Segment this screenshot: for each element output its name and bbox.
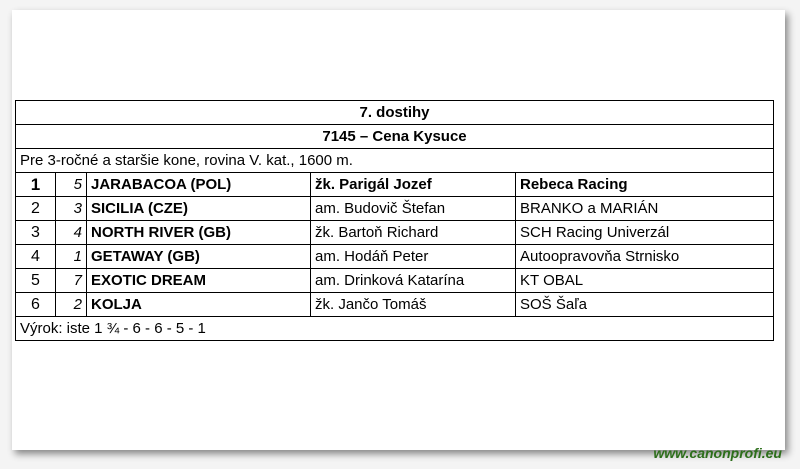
horse-name: KOLJA [87,293,311,317]
horse-name: GETAWAY (GB) [87,245,311,269]
owner-name: Autoopravovňa Strnisko [516,245,774,269]
position: 1 [16,173,56,197]
race-name: 7145 – Cena Kysuce [16,125,774,149]
verdict-row [16,317,774,341]
jockey-name: am. Budovič Štefan [311,197,516,221]
jockey-name: am. Hodáň Peter [311,245,516,269]
position: 2 [16,197,56,221]
horse-name: SICILIA (CZE) [87,197,311,221]
start-number: 7 [56,269,87,293]
owner-name: KT OBAL [516,269,774,293]
horse-name: EXOTIC DREAM [87,269,311,293]
race-conditions: Pre 3-ročné a staršie kone, rovina V. kat., 1600 m. [16,149,774,173]
position: 4 [16,245,56,269]
result-row [16,197,774,221]
result-row [16,221,774,245]
horse-name: JARABACOA (POL) [87,173,311,197]
result-row [16,269,774,293]
start-number: 2 [56,293,87,317]
race-conditions-row [16,149,774,173]
race-results-table [15,100,774,341]
jockey-name: am. Drinková Katarína [311,269,516,293]
race-title: 7. dostihy [16,101,774,125]
jockey-name: žk. Bartoň Richard [311,221,516,245]
owner-name: SOŠ Šaľa [516,293,774,317]
result-row [16,245,774,269]
horse-name: NORTH RIVER (GB) [87,221,311,245]
race-name-row [16,125,774,149]
owner-name: SCH Racing Univerzál [516,221,774,245]
start-number: 4 [56,221,87,245]
start-number: 3 [56,197,87,221]
race-title-row [16,101,774,125]
position: 5 [16,269,56,293]
owner-name: BRANKO a MARIÁN [516,197,774,221]
position: 6 [16,293,56,317]
watermark: www.canonprofi.eu [653,445,782,461]
start-number: 1 [56,245,87,269]
jockey-name: žk. Parigál Jozef [311,173,516,197]
result-row [16,173,774,197]
result-row [16,293,774,317]
jockey-name: žk. Jančo Tomáš [311,293,516,317]
verdict-text: Výrok: iste 1 ¾ - 6 - 6 - 5 - 1 [16,317,774,341]
start-number: 5 [56,173,87,197]
position: 3 [16,221,56,245]
owner-name: Rebeca Racing [516,173,774,197]
